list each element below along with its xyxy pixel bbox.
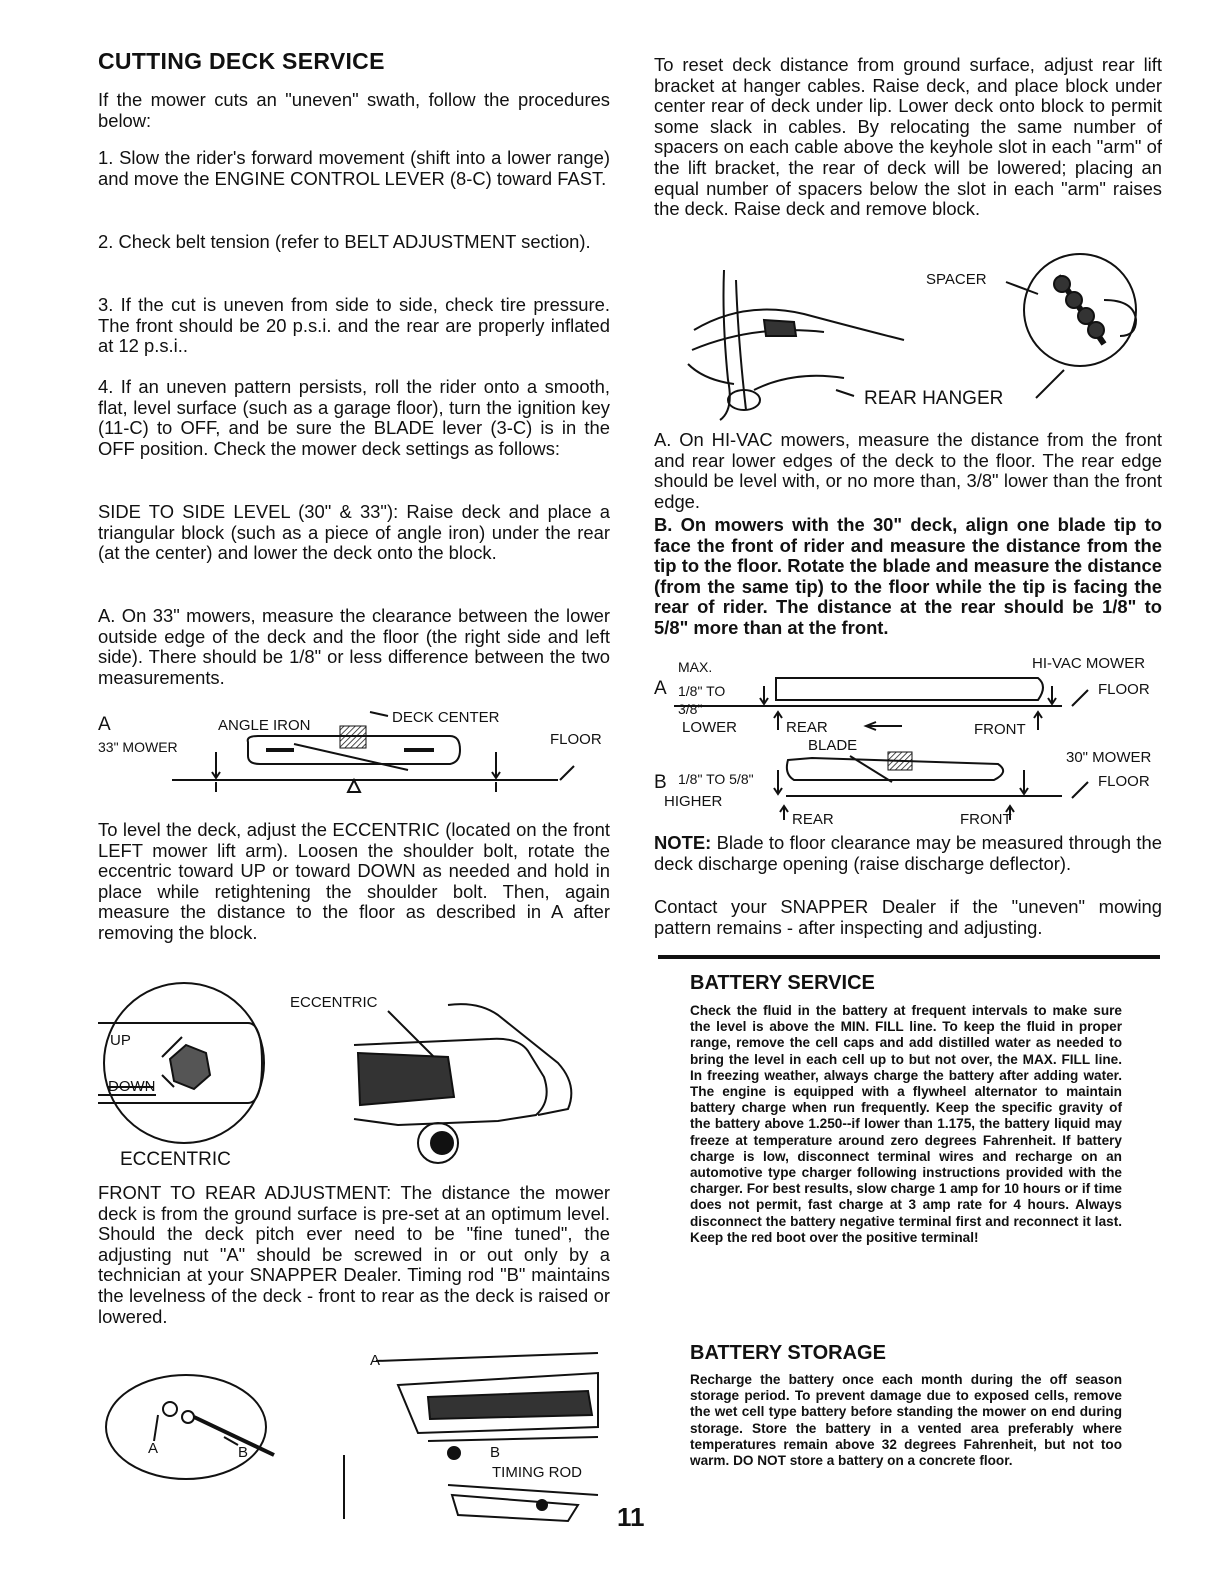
fig1-label-mower: 33" MOWER [98, 739, 178, 755]
fig1-label-angle-iron: ANGLE IRON [218, 717, 311, 734]
intro-paragraph: If the mower cuts an "uneven" swath, follow the procedures below: [98, 89, 610, 131]
fig5-rear-a: REAR [786, 719, 828, 736]
fig5-max: MAX. [678, 659, 713, 675]
battery-storage-title: BATTERY STORAGE [690, 1342, 886, 1364]
fig2-label-down: DOWN [108, 1078, 156, 1095]
para-a-33: A. On 33" mowers, measure the clearance between the lower outside edge of the deck and the floor (the right side and left side). There should be 1/8" or less difference between the two measurements. [98, 605, 610, 688]
fig5-block [888, 752, 912, 770]
fig3-label-timing-rod: TIMING ROD [492, 1464, 582, 1481]
step-3: 3. If the cut is uneven from side to side, check tire pressure. The front should be 20 p.s.i. and the rear are properly inflated at 12 p.s.i.. [98, 294, 610, 357]
hivac-paragraph: A. On HI-VAC mowers, measure the distance from the front and rear lower edges of the deck to the floor. The rear edge should be level with, or no more than, 3/8" lower than the front edge. [654, 429, 1162, 512]
contact-paragraph: Contact your SNAPPER Dealer if the "uneven" mowing pattern remains - after inspecting and adjusting. [654, 896, 1162, 938]
step-1: 1. Slow the rider's forward movement (shift into a lower range) and move the ENGINE CONTROL LEVER (8-C) toward FAST. [98, 147, 610, 189]
fig4-label-spacer: SPACER [926, 271, 987, 288]
fig5-front-a: FRONT [974, 721, 1026, 738]
battery-storage-text: Recharge the battery once each month during the off season storage period. To prevent damage due to exposed cells, remove the wet cell type battery before standing the mower on end during storage. Store the battery in a vented area preferably where temperatures remain above 32 degrees Fahrenheit, but not too warm. DO NOT store a battery on a concrete floor. [690, 1372, 1122, 1469]
fig5-a-range2: 3/8" [678, 701, 703, 717]
fig5-b-range: 1/8" TO 5/8" [678, 771, 754, 787]
fig5-a: A [654, 678, 667, 699]
fig5-lower: LOWER [682, 719, 738, 736]
note-label: NOTE: [654, 832, 712, 853]
section-divider [658, 955, 1160, 959]
fig5-b: B [654, 772, 667, 793]
blade-clearance-diagram [654, 655, 1162, 835]
fig3-label-b: B [238, 1444, 249, 1461]
fig3-label-a: A [148, 1440, 159, 1457]
level-deck-text: To level the deck, adjust the ECCENTRIC (located on the front LEFT mower lift arm). Loosen the shoulder bolt, rotate the eccentric toward UP or toward DOWN as needed and hold in place while retightening the shoulder bolt. Then, again measure the distance to the floor as described in A after removing the block. [98, 819, 610, 943]
step-4: 4. If an uneven pattern persists, roll the rider onto a smooth, flat, level surface (such as a garage floor), turn the ignition key (11-C) to OFF, and be sure the BLADE lever (3-C) is in the OFF position. Check the mower deck settings as follows: [98, 376, 610, 459]
fig5-a-range1: 1/8" TO [678, 683, 726, 699]
fig1-label-floor: FLOOR [550, 731, 602, 748]
note-paragraph [654, 833, 1162, 874]
reset-deck-paragraph: To reset deck distance from ground surface, adjust rear lift bracket at hanger cables. Raise deck, and place block under center rear of deck under lip. Lower deck onto block to permit some slack in cables. By relocating the same number of spacers on each cable above the keyhole slot in each "arm" of the lift bracket, the rear of deck will be lowered; placing an equal number of spacers below the slot in each "arm" raises the deck. Raise deck and remove block. [654, 54, 1162, 220]
fig5-floor-b: FLOOR [1098, 773, 1150, 790]
fig5-hivac: HI-VAC MOWER [1032, 655, 1146, 672]
eccentric-diagram [98, 975, 610, 1175]
fig4-label-rear-hanger: REAR HANGER [864, 388, 1004, 409]
fig1-angle-iron-block [340, 726, 366, 748]
deck-level-diagram [98, 700, 610, 810]
page-number: 11 [617, 1502, 645, 1532]
battery-service-title: BATTERY SERVICE [690, 972, 875, 994]
fig2-label-eccentric-top: ECCENTRIC [290, 994, 378, 1011]
fig5-front-b: FRONT [960, 811, 1012, 828]
battery-service-text: Check the fluid in the battery at frequent intervals to make sure the level is above the MIN. FILL line. To keep the fluid in proper range, remove the cell caps and add distilled water as needed to bring the level in each cell up to but not over, the MAX. FILL line. In freezing weather, always charge the battery after adding water. The engine is equipped with a flywheel alternator to maintain battery charge when run frequently. Keep the specific gravity of the battery above 1.250--if lower than 1.175, the battery liquid may freeze at temperature around zero degrees Fahrenheit. If battery charge is low, disconnect terminal wires and recharge on an automotive type charger following instructions provided with the charger. For best results, slow charge 1 amp for 10 hours or if time does not permit, fast charge at 3 amp rate for 4 hours. Always disconnect the battery negative terminal first and reconnect it last. Keep the red boot over the positive terminal! [690, 1003, 1122, 1245]
note-text: Blade to floor clearance may be measured through the deck discharge opening (raise discharge deflector). [654, 832, 1162, 874]
timing-rod-diagram [98, 1345, 610, 1525]
blade-30-paragraph: B. On mowers with the 30" deck, align one blade tip to face the front of rider and measure the distance from the tip to the floor. Rotate the blade and measure the distance (from the same tip) to the floor while the tip is facing the rear of rider. The distance at the rear should be 1/8" to 5/8" more than at the front. [654, 514, 1162, 638]
fig5-blade: BLADE [808, 737, 858, 754]
side-to-side-paragraph: SIDE TO SIDE LEVEL (30" & 33"): Raise deck and place a triangular block (such as a piece of angle iron) under the rear (at the center) and lower the deck onto the block. [98, 501, 610, 564]
cutting-deck-title: CUTTING DECK SERVICE [98, 48, 385, 74]
fig2-label-eccentric-bottom: ECCENTRIC [120, 1149, 231, 1170]
fig2-label-up: UP [110, 1032, 131, 1049]
fig5-higher: HIGHER [664, 793, 723, 810]
fig3-label-a-top: A [370, 1352, 381, 1369]
step-2: 2. Check belt tension (refer to BELT ADJUSTMENT section). [98, 231, 591, 252]
fig5-rear-b: REAR [792, 811, 834, 828]
fig3-label-b2: B [490, 1444, 501, 1461]
front-rear-text: FRONT TO REAR ADJUSTMENT: The distance the mower deck is from the ground surface is pre-set at an optimum level. Should the deck pitch ever need to be "fine tuned", the adjusting nut "A" should be screwed in or out only by a technician at your SNAPPER Dealer. Timing rod "B" maintains the levelness of the deck - front to rear as the deck is raised or lowered. [98, 1182, 610, 1327]
rear-hanger-diagram [664, 260, 1164, 430]
front-rear-paragraph [98, 1183, 610, 1327]
fig1-label-a: A [98, 714, 111, 735]
level-deck-paragraph [98, 820, 610, 944]
fig5-floor-a: FLOOR [1098, 681, 1150, 698]
fig5-mower30: 30" MOWER [1066, 749, 1152, 766]
fig1-label-deck-center: DECK CENTER [392, 709, 500, 726]
